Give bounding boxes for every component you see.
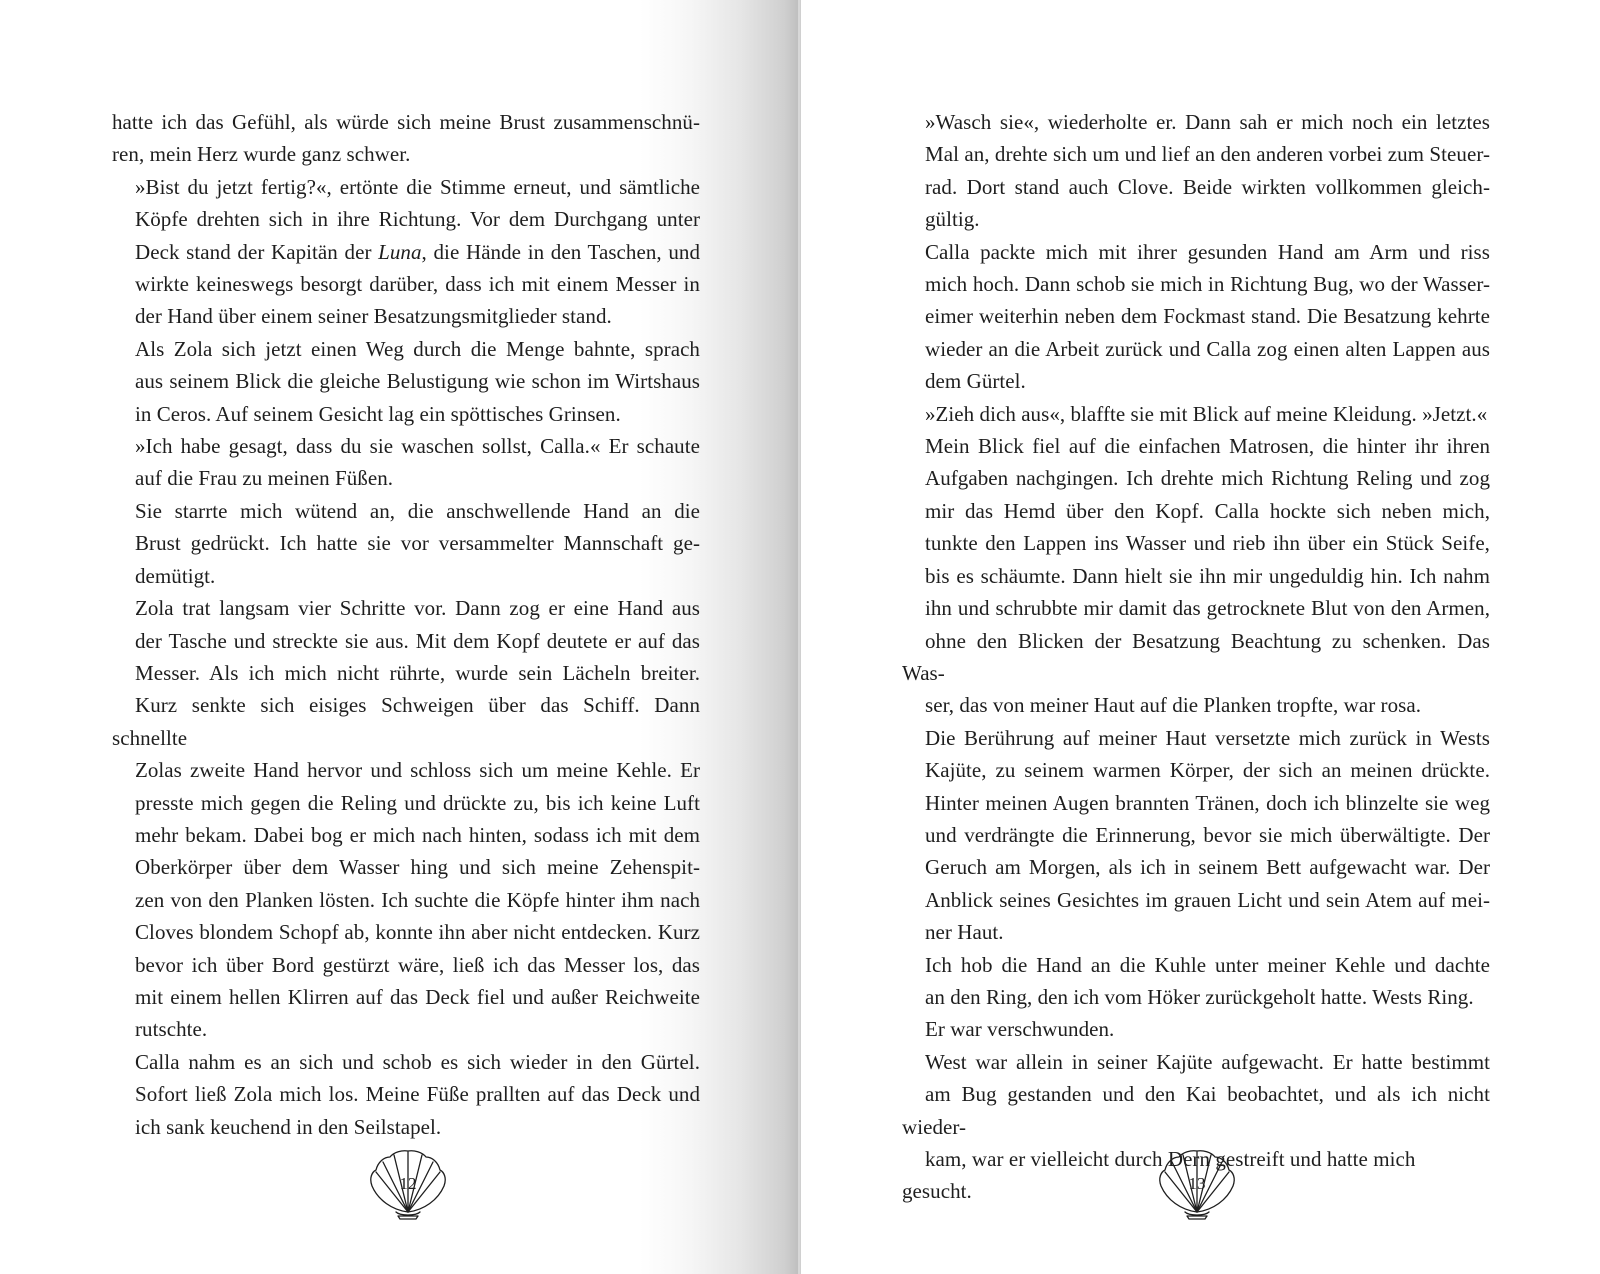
paragraph [112, 592, 700, 1046]
text-line: tunkte den Lappen ins Wasser und rieb ihn über ein Stück Seife, [925, 531, 1490, 556]
right-page [800, 0, 1600, 1274]
page-number: 13 [1188, 1174, 1206, 1193]
text-line: Hinter meinen Augen brannten Tränen, doch ich blinzelte sie weg [925, 790, 1490, 815]
text-line: mir das Hemd über den Kopf. Calla hockte sich neben mich, [925, 498, 1490, 523]
text-line: ich sank keuchend in den Seilstapel. [135, 1114, 442, 1139]
text-line: bevor ich über Bord gestürzt wäre, ließ ich das Messer los, das [135, 952, 700, 977]
text-line: Die Berührung auf meiner Haut versetzte mich zurück in Wests [925, 725, 1490, 750]
paragraph [112, 171, 700, 333]
right-page-text [902, 106, 1490, 1208]
text-line: Aufgaben nachgingen. Ich drehte mich Richtung Reling und zog [925, 466, 1490, 491]
paragraph [112, 1046, 700, 1143]
text-line: wieder an die Arbeit zurück und Calla zog einen alten Lappen aus [925, 336, 1490, 361]
left-page-folio [366, 1148, 450, 1220]
text-line: gültig. [925, 207, 980, 232]
text-line: Deck stand der Kapitän der Luna, die Hände in den Taschen, und [135, 239, 700, 264]
paragraph [902, 398, 1490, 430]
text-line: »Ich habe gesagt, dass du sie waschen sollst, Calla.« Er schaute [135, 434, 700, 459]
text-line: demütigt. [135, 563, 216, 588]
text-line: Er war verschwunden. [925, 1017, 1115, 1042]
text-line: Sie starrte mich wütend an, die anschwellende Hand an die [135, 498, 700, 523]
paragraph [902, 722, 1490, 949]
text-line: ihn und schrubbte mir damit das getrocknete Blut von den Armen, [925, 596, 1490, 621]
text-line: Als Zola sich jetzt einen Weg durch die Menge bahnte, sprach [135, 336, 700, 361]
paragraph [112, 333, 700, 430]
text-line: ohne den Blicken der Besatzung Beachtung zu schenken. Das Was- [902, 628, 1490, 685]
text-line: Calla packte mich mit ihrer gesunden Hand am Arm und riss [925, 239, 1490, 264]
text-line: mehr bekam. Dabei bog er mich nach hinten, sodass ich mit dem [135, 822, 700, 847]
text-line: Köpfe drehten sich in ihre Richtung. Vor dem Durchgang unter [135, 207, 700, 232]
paragraph [112, 495, 700, 592]
paragraph [112, 430, 700, 495]
text-line: mit einem hellen Klirren auf das Deck fiel und außer Reichweite [135, 984, 700, 1009]
text-line: Anblick seines Gesichtes im grauen Licht und sein Atem auf mei- [925, 887, 1490, 912]
text-line: ser, das von meiner Haut auf die Planken tropfte, war rosa. [925, 693, 1422, 718]
text-line: der Hand über einem seiner Besatzungsmitglieder stand. [135, 304, 612, 329]
text-line: Brust gedrückt. Ich hatte sie vor versammelter Mannschaft ge- [135, 531, 700, 556]
text-line: ner Haut. [925, 920, 1004, 945]
text-line: Calla nahm es an sich und schob es sich wieder in den Gürtel. [135, 1049, 700, 1074]
text-line: dem Gürtel. [925, 369, 1026, 394]
text-line: in Ceros. Auf seinem Gesicht lag ein spöttisches Grinsen. [135, 401, 621, 426]
paragraph [902, 236, 1490, 398]
text-line: Ich hob die Hand an die Kuhle unter meiner Kehle und dachte [925, 952, 1490, 977]
text-line: ren, mein Herz wurde ganz schwer. [112, 142, 411, 167]
text-line: Oberkörper über dem Wasser hing und sich meine Zehenspit- [135, 855, 700, 880]
text-line: mich hoch. Dann schob sie mich in Richtung Bug, wo der Wasser- [925, 272, 1490, 297]
text-line: presste mich gegen die Reling und drückte zu, bis ich keine Luft [135, 790, 700, 815]
paragraph [902, 106, 1490, 236]
text-line: Zolas zweite Hand hervor und schloss sich um meine Kehle. Er [135, 758, 700, 783]
text-line: auf die Frau zu meinen Füßen. [135, 466, 394, 491]
text-line: West war allein in seiner Kajüte aufgewacht. Er hatte bestimmt [925, 1049, 1490, 1074]
text-line: kam, war er vielleicht durch Dern gestreift und hatte mich gesucht. [902, 1147, 1416, 1204]
paragraph [112, 106, 700, 171]
text-line: Geruch am Morgen, als ich in seinem Bett aufgewacht war. Der [925, 855, 1490, 880]
text-line: zen von den Planken lösten. Ich suchte die Köpfe hinter ihm nach [135, 887, 700, 912]
text-line: Cloves blondem Schopf ab, konnte ihn aber nicht entdecken. Kurz [135, 920, 700, 945]
left-page-text [112, 106, 700, 1143]
text-line: »Zieh dich aus«, blaffte sie mit Blick auf meine Kleidung. »Jetzt.« [925, 401, 1488, 426]
text-line: der Tasche und streckte sie aus. Mit dem Kopf deutete er auf das [135, 628, 700, 653]
text-line: an den Ring, den ich vom Höker zurückgeholt hatte. Wests Ring. [925, 984, 1474, 1009]
text-line: Sofort ließ Zola mich los. Meine Füße prallten auf das Deck und [135, 1082, 700, 1107]
text-line: aus seinem Blick die gleiche Belustigung wie schon im Wirtshaus [135, 369, 700, 394]
text-line: und verdrängte die Erinnerung, bevor sie mich überwältigte. Der [925, 822, 1490, 847]
text-line: am Bug gestanden und den Kai beobachtet, und als ich nicht wieder- [902, 1082, 1490, 1139]
text-line: »Bist du jetzt fertig?«, ertönte die Stimme erneut, und sämtliche [135, 174, 700, 199]
text-line: Mal an, drehte sich um und lief an den anderen vorbei zum Steuer- [925, 142, 1490, 167]
right-page-folio [1155, 1148, 1239, 1220]
text-line: Zola trat langsam vier Schritte vor. Dann zog er eine Hand aus [135, 596, 700, 621]
text-line: bis es schäumte. Dann hielt sie ihn mir ungeduldig hin. Ich nahm [925, 563, 1490, 588]
text-line: »Wasch sie«, wiederholte er. Dann sah er mich noch ein letztes [925, 110, 1490, 134]
text-line: Kurz senkte sich eisiges Schweigen über das Schiff. Dann schnellte [112, 693, 700, 750]
text-line: rad. Dort stand auch Clove. Beide wirkten vollkommen gleich- [925, 174, 1490, 199]
paragraph [902, 430, 1490, 722]
paragraph [902, 949, 1490, 1014]
text-line: hatte ich das Gefühl, als würde sich meine Brust zusammenschnü- [112, 110, 700, 134]
text-line: eimer weiterhin neben dem Fockmast stand. Die Besatzung kehrte [925, 304, 1490, 329]
text-line: rutschte. [135, 1017, 208, 1042]
text-line: wirkte keineswegs besorgt darüber, dass ich mit einem Messer in [135, 272, 700, 297]
paragraph [902, 1013, 1490, 1045]
text-line: Messer. Als ich mich nicht rührte, wurde sein Lächeln breiter. [135, 660, 700, 685]
text-line: Kajüte, zu seinem warmen Körper, der sich an meinen drückte. [925, 758, 1490, 783]
text-line: Mein Blick fiel auf die einfachen Matrosen, die hinter ihr ihren [925, 434, 1490, 459]
page-number: 12 [399, 1174, 417, 1193]
